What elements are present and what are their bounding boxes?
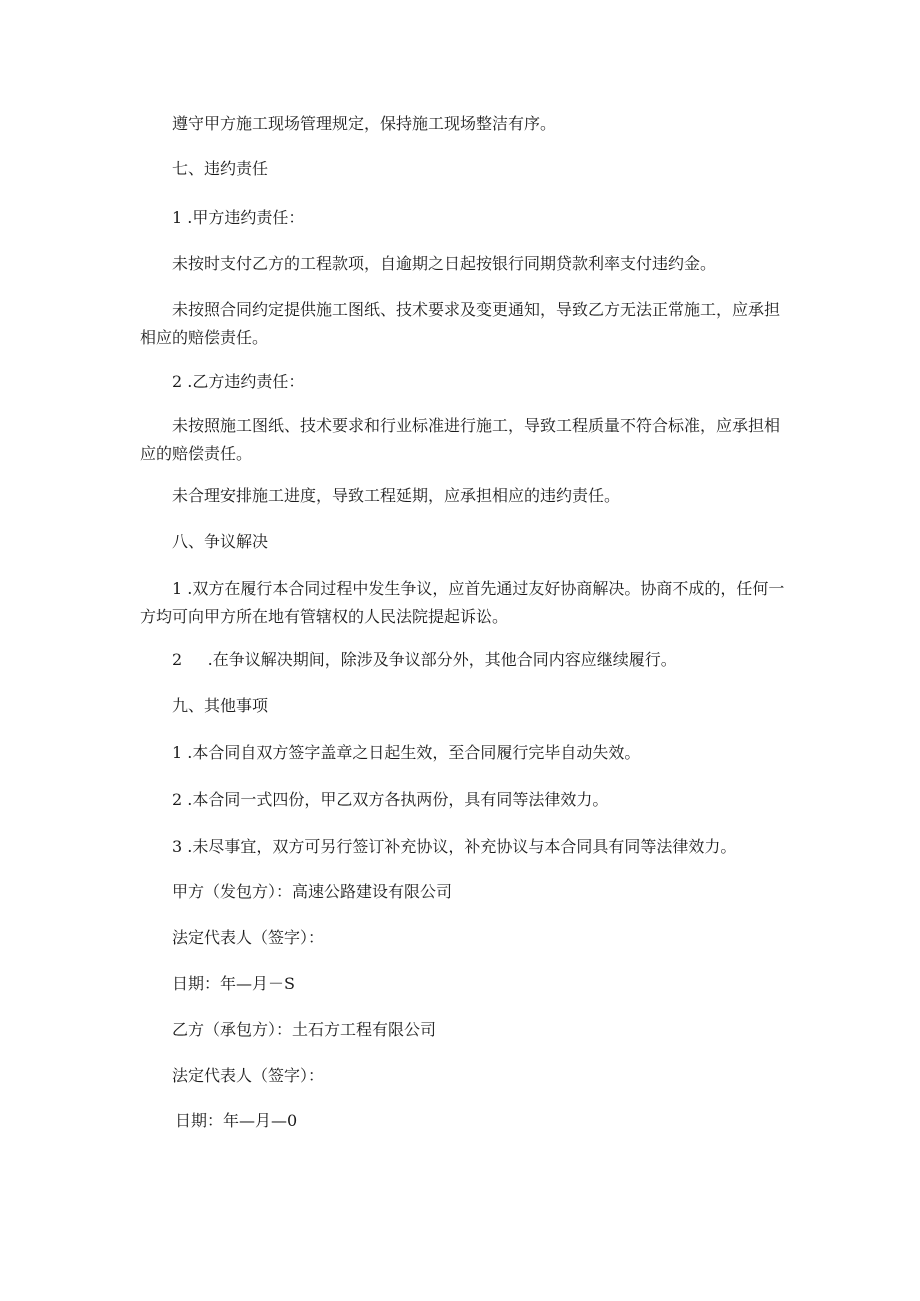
section-heading-breach-liability: 七、违约责任 (172, 159, 269, 178)
paragraph-drawings-not-provided: 未按照合同约定提供施工图纸、技术要求及变更通知，导致乙方无法正常施工，应承担相应的赔偿责任。 (140, 300, 781, 347)
party-b-date: 日期：年—月—0 (175, 1111, 298, 1130)
party-a-date: 日期：年—月－S (172, 974, 295, 993)
section-heading-other-matters: 九、其他事项 (172, 696, 269, 715)
clause-effective-date: 1 .本合同自双方签字盖章之日起生效，至合同履行完毕自动失效。 (172, 743, 641, 762)
section-heading-dispute-resolution: 八、争议解决 (172, 532, 269, 551)
clause-supplementary-agreement: 3 .未尽事宜，双方可另行签订补充协议，补充协议与本合同具有同等法律效力。 (172, 837, 737, 856)
party-b-name: 乙方（承包方）：土石方工程有限公司 (172, 1020, 437, 1039)
party-b-representative-signature: 法定代表人（签字）： (172, 1066, 325, 1085)
party-a-representative-signature: 法定代表人（签字）： (172, 928, 325, 947)
paragraph-schedule-delay: 未合理安排施工进度，导致工程延期，应承担相应的违约责任。 (172, 486, 621, 505)
paragraph-late-payment: 未按时支付乙方的工程款项，自逾期之日起按银行同期贷款利率支付违约金。 (172, 254, 717, 273)
clause-dispute-negotiation: 1 .双方在履行本合同过程中发生争议，应首先通过友好协商解决。协商不成的，任何一方均可向甲方所在地有管辖权的人民法院提起诉讼。 (140, 579, 785, 626)
clause-party-a-breach: 1 .甲方违约责任： (172, 208, 305, 227)
paragraph-site-management: 遵守甲方施工现场管理规定，保持施工现场整洁有序。 (172, 114, 557, 133)
paragraph-quality-nonconformance: 未按照施工图纸、技术要求和行业标准进行施工，导致工程质量不符合标准，应承担相应的赔偿责任。 (140, 416, 781, 463)
party-a-name: 甲方（发包方）：高速公路建设有限公司 (172, 882, 453, 901)
clause-party-b-breach: 2 .乙方违约责任： (172, 372, 305, 391)
clause-dispute-continuation: 2 .在争议解决期间，除涉及争议部分外，其他合同内容应继续履行。 (172, 650, 677, 669)
clause-copies: 2 .本合同一式四份，甲乙双方各执两份，具有同等法律效力。 (172, 790, 609, 809)
